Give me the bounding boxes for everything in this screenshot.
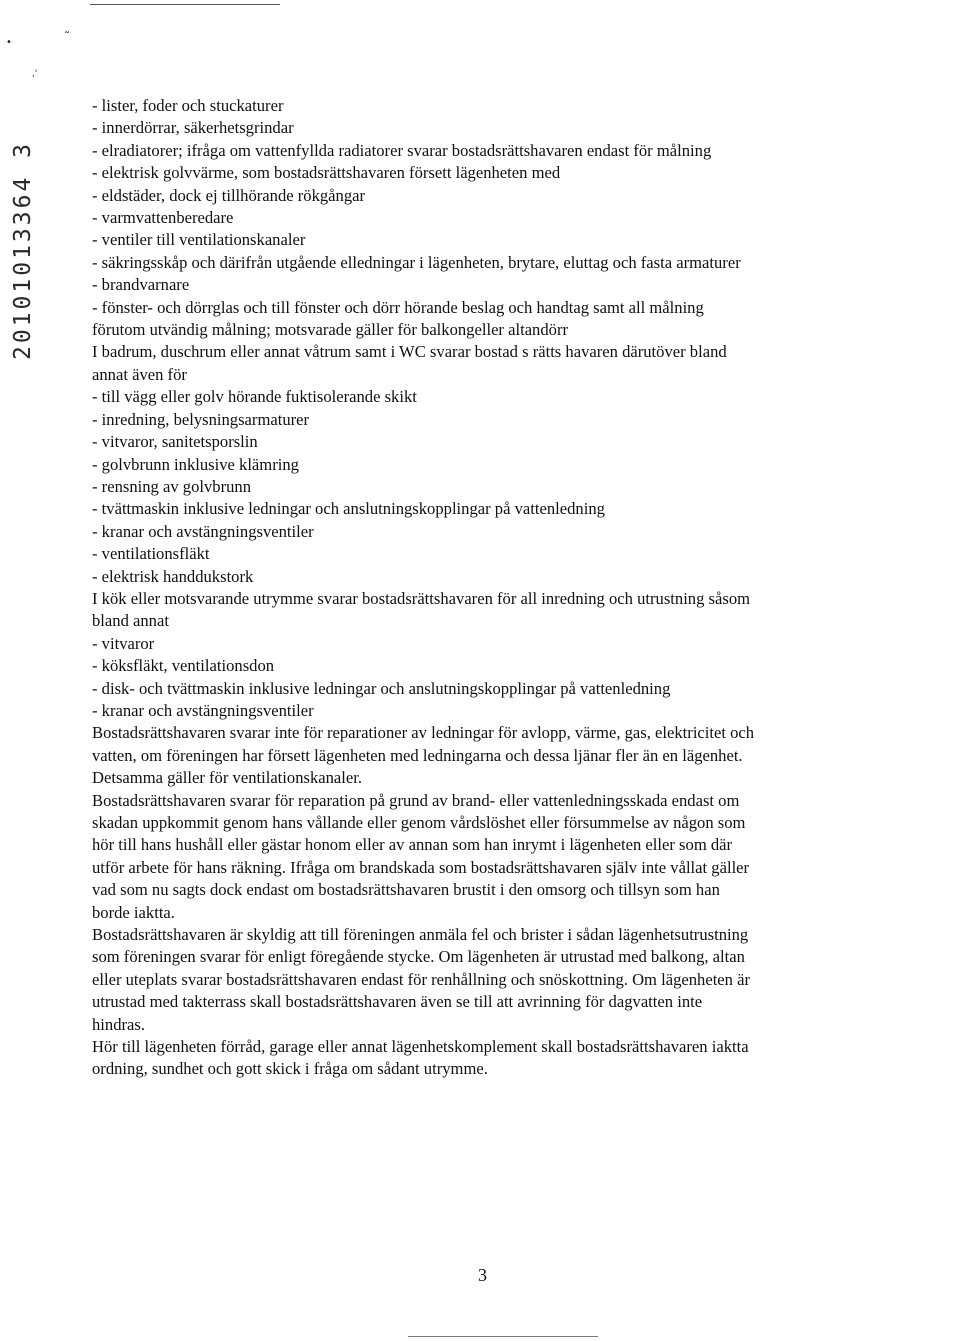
text-line: utrustad med takterrass skall bostadsrättshavaren även se till att avrinning för dagvatten inte [92,992,703,1012]
text-line: Detsamma gäller för ventilationskanaler. [92,768,363,788]
text-line: - varmvattenberedare [92,208,234,228]
text-line: - innerdörrar, säkerhetsgrindar [92,118,294,138]
text-line: - inredning, belysningsarmaturer [92,409,310,429]
text-line: - brandvarnare [92,275,190,295]
text-line: eller uteplats svarar bostadsrättshavaren endast för renhållning och snöskottning. Om lägenheten är [92,969,751,989]
text-line: hör till hans hushåll eller gästar honom eller av annan som han inrymt i lägenheten eller som där [92,835,733,855]
text-line: - elektrisk golvvärme, som bostadsrättshavaren försett lägenheten med [92,163,561,183]
text-line: - fönster- och dörrglas och till fönster och dörr hörande beslag och handtag samt all målning [92,297,704,317]
text-line: - säkringsskåp och därifrån utgående elledningar i lägenheten, brytare, eluttag och fasta armaturer [92,252,741,272]
text-line: Bostadsrättshavaren svarar för reparation på grund av brand- eller vattenledningsskada endast om [92,790,740,810]
text-line: - eldstäder, dock ej tillhörande rökgångar [92,185,366,205]
text-line: skadan uppkommit genom hans vållande eller genom vårdslöshet eller försummelse av någon som [92,813,746,832]
scan-bottom-rule [408,1336,598,1337]
document-body [92,95,882,1081]
text-line: Hör till lägenheten förråd, garage eller annat lägenhetskomplement skall bostadsrättshavaren iaktta [92,1037,749,1057]
side-document-id: 20101013364 3 [10,140,36,360]
text-line: - kranar och avstängningsventiler [92,521,314,541]
text-line: vad som nu sagts dock endast om bostadsrättshavaren brustit i den omsorg och tillsyn som han [92,880,720,900]
text-line: ordning, sundhet och gott skick i fråga om sådant utrymme. [92,1059,488,1079]
text-line: - vitvaror [92,633,155,653]
text-line: - köksfläkt, ventilationsdon [92,656,275,676]
text-line: - till vägg eller golv hörande fuktisolerande skikt [92,387,417,407]
text-line: förutom utvändig målning; motsvarade gäller för balkongeller altandörr [92,320,569,340]
scan-speck: ˜ [64,30,70,44]
text-line: Bostadsrättshavaren svarar inte för reparationer av ledningar för avlopp, värme, gas, elektricitet och [92,723,755,743]
text-line: bland annat [92,611,169,631]
text-line: - golvbrunn inklusive klämring [92,454,299,474]
text-line: - elradiatorer; ifråga om vattenfyllda radiatorer svarar bostadsrättshavaren endast för målning [92,140,712,160]
text-line: - disk- och tvättmaskin inklusive ledningar och anslutningskopplingar på vattenledning [92,678,671,698]
text-line: - kranar och avstängningsventiler [92,700,314,720]
text-line: - rensning av golvbrunn [92,476,251,496]
text-line: som föreningen svarar för enligt föregående stycke. Om lägenheten är utrustad med balkong, altan [92,947,745,967]
text-line: - lister, foder och stuckaturer [92,96,284,115]
scan-top-rule [90,4,280,5]
text-line: utför arbete för hans räkning. Ifråga om brandskada som bostadsrättshavaren själv inte vållat gäller [92,857,750,877]
text-line: - ventiler till ventilationskanaler [92,230,306,250]
scan-speck: ,' [32,69,38,79]
text-line: annat även för [92,364,187,384]
text-line: borde iaktta. [92,902,175,922]
text-line: I kök eller motsvarande utrymme svarar bostadsrättshavaren för all inredning och utrustning såsom [92,588,751,608]
text-line: I badrum, duschrum eller annat våtrum samt i WC svarar bostad s rätts havaren därutöver bland [92,342,727,362]
text-line: - ventilationsfläkt [92,544,210,564]
page-number: 3 [478,1265,487,1285]
text-line: Bostadsrättshavaren är skyldig att till föreningen anmäla fel och brister i sådan lägenhetsutrustning [92,925,749,945]
text-line: hindras. [92,1014,145,1034]
text-line: - tvättmaskin inklusive ledningar och anslutningskopplingar på vattenledning [92,499,605,519]
scan-speck: • [6,37,12,48]
text-line: - vitvaror, sanitetsporslin [92,432,258,452]
text-line: - elektrisk handdukstork [92,566,254,586]
text-line: vatten, om föreningen har försett lägenheten med ledningarna och dessa ljänar fler än en lägenhet. [92,745,743,765]
